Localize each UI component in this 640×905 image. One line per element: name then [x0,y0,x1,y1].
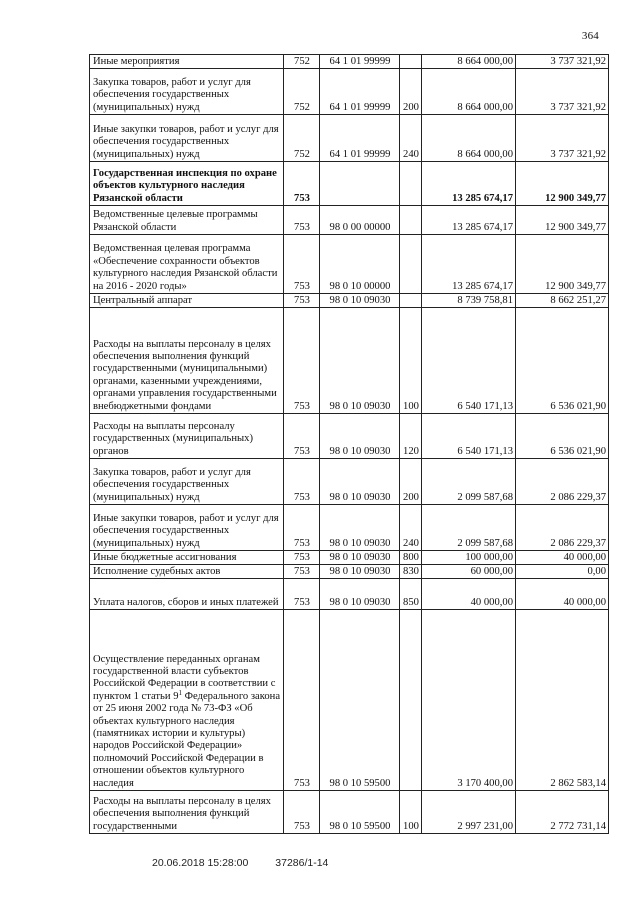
row-code: 753 [284,206,320,235]
row-sum-planned: 2 099 587,68 [422,505,516,551]
row-code: 753 [284,414,320,459]
row-name: Исполнение судебных актов [90,565,284,579]
row-article: 98 0 10 09030 [320,551,400,565]
row-sum-planned: 2 099 587,68 [422,459,516,505]
row-vr: 830 [400,565,422,579]
row-article: 98 0 00 00000 [320,206,400,235]
row-sum-actual: 12 900 349,77 [516,235,609,294]
row-article: 64 1 01 99999 [320,55,400,69]
row-code: 753 [284,235,320,294]
row-name: Иные бюджетные ассигнования [90,551,284,565]
row-article: 64 1 01 99999 [320,69,400,115]
row-article: 98 0 10 09030 [320,565,400,579]
row-code: 753 [284,551,320,565]
row-sum-planned: 60 000,00 [422,565,516,579]
row-sum-planned: 13 285 674,17 [422,162,516,206]
row-code: 752 [284,55,320,69]
row-name: Уплата налогов, сборов и иных платежей [90,579,284,610]
row-vr: 200 [400,459,422,505]
table-row [90,294,609,308]
row-name: Закупка товаров, работ и услуг для обеспечения государственных (муниципальных) нужд [90,459,284,505]
table-row [90,414,609,459]
table-row [90,610,609,791]
row-sum-actual: 2 086 229,37 [516,505,609,551]
row-sum-planned: 8 664 000,00 [422,69,516,115]
table-row [90,791,609,834]
row-code: 753 [284,610,320,791]
row-sum-actual: 6 536 021,90 [516,308,609,414]
row-name: Расходы на выплаты персоналу в целях обеспечения выполнения функций государственными [90,791,284,834]
row-code: 753 [284,162,320,206]
row-vr [400,235,422,294]
row-code: 752 [284,69,320,115]
footer-datetime: 20.06.2018 15:28:00 [152,857,249,869]
row-article: 98 0 10 00000 [320,235,400,294]
row-sum-planned: 8 664 000,00 [422,115,516,162]
row-sum-actual: 6 536 021,90 [516,414,609,459]
table-row [90,206,609,235]
row-sum-actual: 3 737 321,92 [516,115,609,162]
row-article: 98 0 10 09030 [320,308,400,414]
row-code: 753 [284,579,320,610]
row-name: Иные мероприятия [90,55,284,69]
row-code: 753 [284,791,320,834]
row-sum-actual: 40 000,00 [516,579,609,610]
row-vr: 850 [400,579,422,610]
row-sum-planned: 8 664 000,00 [422,55,516,69]
row-sum-actual: 2 086 229,37 [516,459,609,505]
row-code: 752 [284,115,320,162]
table-row [90,162,609,206]
row-sum-planned: 6 540 171,13 [422,414,516,459]
row-name: Центральный аппарат [90,294,284,308]
row-sum-planned: 13 285 674,17 [422,206,516,235]
row-sum-planned: 40 000,00 [422,579,516,610]
row-sum-actual: 40 000,00 [516,551,609,565]
row-vr: 200 [400,69,422,115]
row-sum-planned: 2 997 231,00 [422,791,516,834]
row-name-text-continued: Федерального закона от 25 июня 2002 года № 73-ФЗ «Об объектах культурного наследия (памятниках истории и культуры) народов Российской Федерации» полномочий Российской Федерации в отношении объектов культурного наследия [93,690,281,789]
row-sum-actual: 2 862 583,14 [516,610,609,791]
table-row [90,235,609,294]
row-name: Ведомственные целевые программы Рязанской области [90,206,284,235]
row-sum-actual: 12 900 349,77 [516,206,609,235]
row-article: 98 0 10 09030 [320,294,400,308]
row-sum-actual: 8 662 251,27 [516,294,609,308]
table-row [90,115,609,162]
row-sum-actual: 12 900 349,77 [516,162,609,206]
row-vr: 120 [400,414,422,459]
row-vr [400,206,422,235]
row-article: 98 0 10 09030 [320,414,400,459]
row-article: 98 0 10 09030 [320,579,400,610]
row-name-text: Осуществление переданных органам государственной власти субъектов Российской Федерации в соответствии с пунктом 1 статьи 9 [93,653,276,702]
row-article: 98 0 10 09030 [320,505,400,551]
row-name: Закупка товаров, работ и услуг для обеспечения государственных (муниципальных) нужд [90,69,284,115]
row-sum-actual: 2 772 731,14 [516,791,609,834]
row-name: Расходы на выплаты персоналу государственных (муниципальных) органов [90,414,284,459]
row-code: 753 [284,308,320,414]
row-article: 98 0 10 09030 [320,459,400,505]
row-article [320,162,400,206]
row-sum-planned: 8 739 758,81 [422,294,516,308]
row-code: 753 [284,505,320,551]
row-sum-planned: 6 540 171,13 [422,308,516,414]
page-number: 364 [581,30,599,42]
table-row [90,69,609,115]
table-row [90,459,609,505]
row-article: 98 0 10 59500 [320,610,400,791]
row-sum-planned: 3 170 400,00 [422,610,516,791]
row-vr: 240 [400,505,422,551]
row-sum-planned: 13 285 674,17 [422,235,516,294]
row-name: Иные закупки товаров, работ и услуг для обеспечения государственных (муниципальных) нужд [90,505,284,551]
row-sum-planned: 100 000,00 [422,551,516,565]
row-code: 753 [284,294,320,308]
footnote-marker: 1 [178,688,182,697]
table-row [90,551,609,565]
row-vr: 800 [400,551,422,565]
row-vr [400,55,422,69]
footer-doc-id: 37286/1-14 [275,857,329,869]
row-vr [400,294,422,308]
row-name: Ведомственная целевая программа «Обеспечение сохранности объектов культурного наследия Рязанской области на 2016 - 2020 годы» [90,235,284,294]
table-row [90,505,609,551]
row-name [90,610,284,791]
row-name: Государственная инспекция по охране объектов культурного наследия Рязанской области [90,162,284,206]
row-name: Расходы на выплаты персоналу в целях обеспечения выполнения функций государственными (муниципальными) органами, казенными учреждениями, органами управления государственными внебюджетными фондами [90,308,284,414]
row-article: 64 1 01 99999 [320,115,400,162]
row-vr [400,610,422,791]
row-vr [400,162,422,206]
row-vr: 100 [400,791,422,834]
footer [152,857,352,869]
row-code: 753 [284,565,320,579]
table-row [90,55,609,69]
row-sum-actual: 3 737 321,92 [516,69,609,115]
budget-table [89,54,609,834]
row-vr: 240 [400,115,422,162]
row-article: 98 0 10 59500 [320,791,400,834]
row-name: Иные закупки товаров, работ и услуг для обеспечения государственных (муниципальных) нужд [90,115,284,162]
table-row [90,565,609,579]
table-row [90,308,609,414]
row-sum-actual: 0,00 [516,565,609,579]
row-sum-actual: 3 737 321,92 [516,55,609,69]
row-vr: 100 [400,308,422,414]
table-row [90,579,609,610]
row-code: 753 [284,459,320,505]
